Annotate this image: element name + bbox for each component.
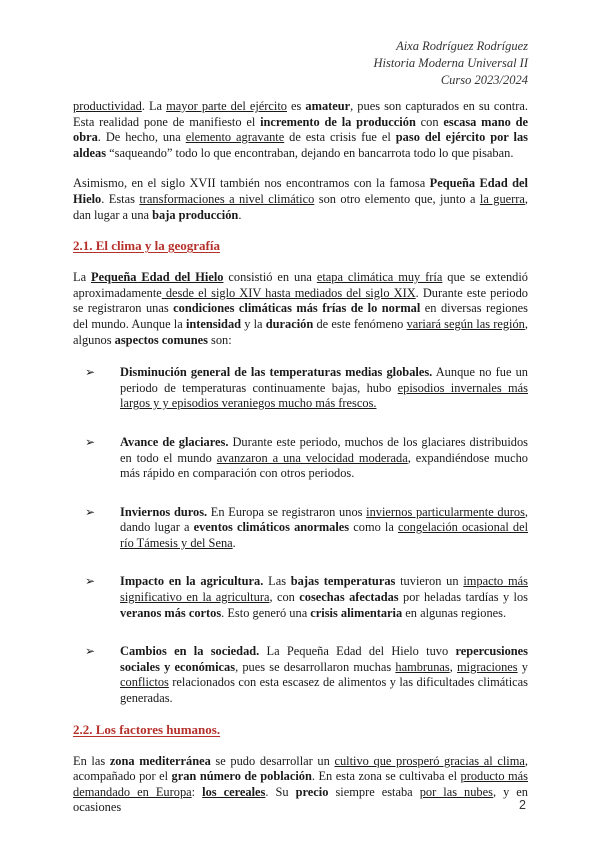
document-body: [73, 99, 528, 816]
page-header: [374, 38, 529, 89]
list-item: [85, 365, 528, 412]
aspects-list: [73, 365, 528, 707]
list-item-text: Avance de glaciares. Durante este periodo, muchos de los glaciares distribuidos en todo el mundo avanzaron a una velocidad moderada, expandiéndose mucho más rápido en comparación con otros periodos.: [120, 434, 528, 481]
list-item: [85, 505, 528, 552]
paragraph-little-ice-age-intro: Asimismo, en el siglo XVII también nos encontramos con la famosa Pequeña Edad del Hielo. Estas transformaciones a nivel climático son otro elemento que, junto a la guerra, dan lugar a una baja producción.: [73, 176, 528, 222]
arrow-bullet-icon: ➢: [85, 504, 96, 519]
list-item-text: Disminución general de las temperaturas medias globales. Aunque no fue un periodo de temperaturas continuamente bajas, hubo episodios invernales más largos y y episodios veraniegos mucho más frescos.: [120, 365, 528, 411]
list-item-text: Impacto en la agricultura. Las bajas temperaturas tuvieron un impacto más significativo en la agricultura, con cosechas afectadas por heladas tardías y los veranos más cortos. Esto generó una crisis alimentaria en algunas regiones.: [120, 574, 529, 620]
header-subject: Historia Moderna Universal II: [373, 56, 528, 70]
section-title-climate: 2.1. El clima y la geografía: [73, 238, 220, 254]
list-item: [85, 435, 528, 482]
arrow-bullet-icon: ➢: [85, 574, 96, 589]
paragraph-little-ice-age: La Pequeña Edad del Hielo consistió en una etapa climática muy fría que se extendió aproximadamente desde el siglo XIV hasta mediados del siglo XIX. Durante este periodo se registraron unas condiciones climáticas más frías de lo normal en diversas regiones del mundo. Aunque la intensidad y la duración de este fenómeno variará según las región, algunos aspectos comunes son:: [73, 270, 529, 347]
arrow-bullet-icon: ➢: [85, 365, 96, 380]
list-item: [85, 574, 528, 621]
list-item: [85, 644, 528, 706]
list-item-text: Cambios en la sociedad. La Pequeña Edad del Hielo tuvo repercusiones sociales y económicas, pues se desarrollaron muchas hambrunas, migraciones y conflictos relacionados con esta escasez de alimentos y las dificultades climáticas generadas.: [120, 644, 528, 706]
paragraph-productivity: productividad. La mayor parte del ejército es amateur, pues son capturados en su contra. Esta realidad pone de manifiesto el incremento de la producción con escasa mano de obra. De hecho, una elemento agravante de esta crisis fue el paso del ejército por las aldeas “saqueando” todo lo que encontraban, dejando en bancarrota todo lo que pisaban.: [73, 99, 528, 160]
arrow-bullet-icon: ➢: [85, 434, 96, 449]
paragraph-mediterranean: En las zona mediterránea se pudo desarrollar un cultivo que prosperó gracias al clima, acompañado por el gran número de población. En esta zona se cultivaba el producto más demandado en Europa: los cereales. Su precio siempre estaba por las nubes, y en ocasiones: [73, 753, 529, 815]
header-author: Aixa Rodríguez Rodríguez: [396, 39, 528, 53]
arrow-bullet-icon: ➢: [85, 644, 96, 659]
list-item-text: Inviernos duros. En Europa se registraron unos inviernos particularmente duros, dando lugar a eventos climáticos anormales como la congelación ocasional del río Támesis y del Sena.: [120, 504, 529, 550]
page-number: 2: [519, 798, 526, 812]
section-title-human-factors: 2.2. Los factores humanos.: [73, 721, 221, 737]
header-course: Curso 2023/2024: [440, 73, 528, 87]
